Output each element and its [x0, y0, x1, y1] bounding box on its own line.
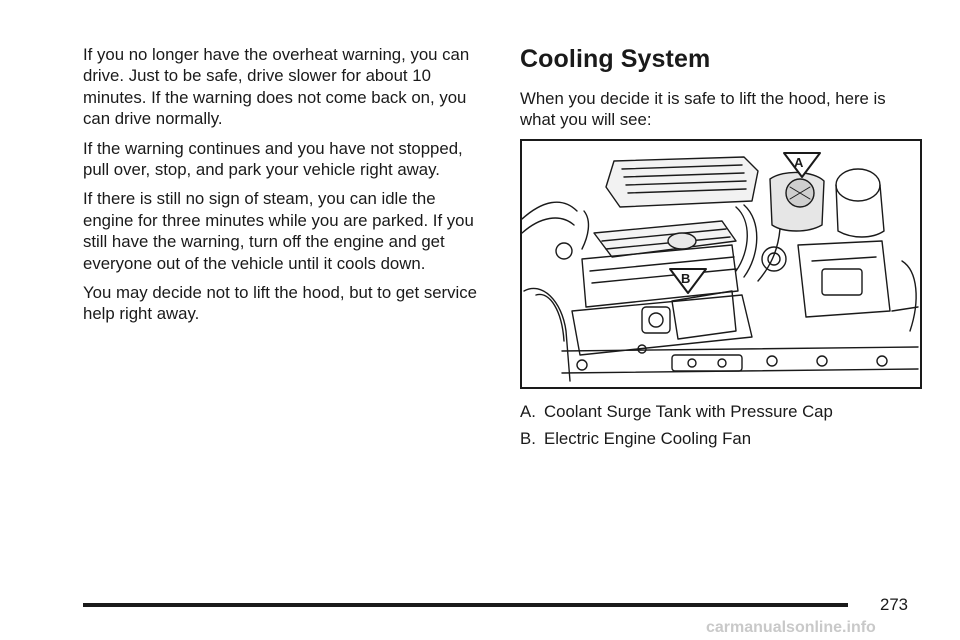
legend-text: Electric Engine Cooling Fan	[544, 429, 752, 449]
legend-item-a	[520, 401, 925, 422]
callout-b-label: B	[681, 270, 691, 286]
engine-compartment-illustration	[520, 139, 922, 389]
legend-letter: A.	[520, 401, 536, 421]
footer-rule	[83, 603, 848, 607]
paragraph-warning-continues: If the warning continues and you have not stopped, pull over, stop, and park your vehicle right away.	[83, 138, 463, 180]
legend-text: Coolant Surge Tank with Pressure Cap	[544, 401, 833, 421]
figure-legend	[520, 401, 925, 450]
engine-drawing	[522, 141, 920, 387]
watermark: carmanualsonline.info	[706, 619, 876, 636]
right-column	[520, 42, 925, 456]
paragraph-service-help: You may decide not to lift the hood, but to get service help right away.	[83, 283, 477, 324]
legend-letter: B.	[520, 429, 536, 449]
legend-item-b	[520, 428, 925, 449]
intro-paragraph: When you decide it is safe to lift the hood, here is what you will see:	[520, 89, 886, 130]
paragraph-overheat-warning: If you no longer have the overheat warning, you can drive. Just to be safe, drive slower for about 10 minutes. If the warning does not come back on, you can drive normally.	[83, 45, 470, 129]
left-column	[83, 44, 483, 333]
page-number: 273	[880, 595, 908, 614]
callout-a-label: A	[794, 154, 804, 170]
section-title: Cooling System	[520, 45, 711, 73]
paragraph-no-steam: If there is still no sign of steam, you can idle the engine for three minutes while you are parked. If you still have the warning, turn off the engine and get everyone out of the vehicle until it cools down.	[83, 189, 474, 273]
